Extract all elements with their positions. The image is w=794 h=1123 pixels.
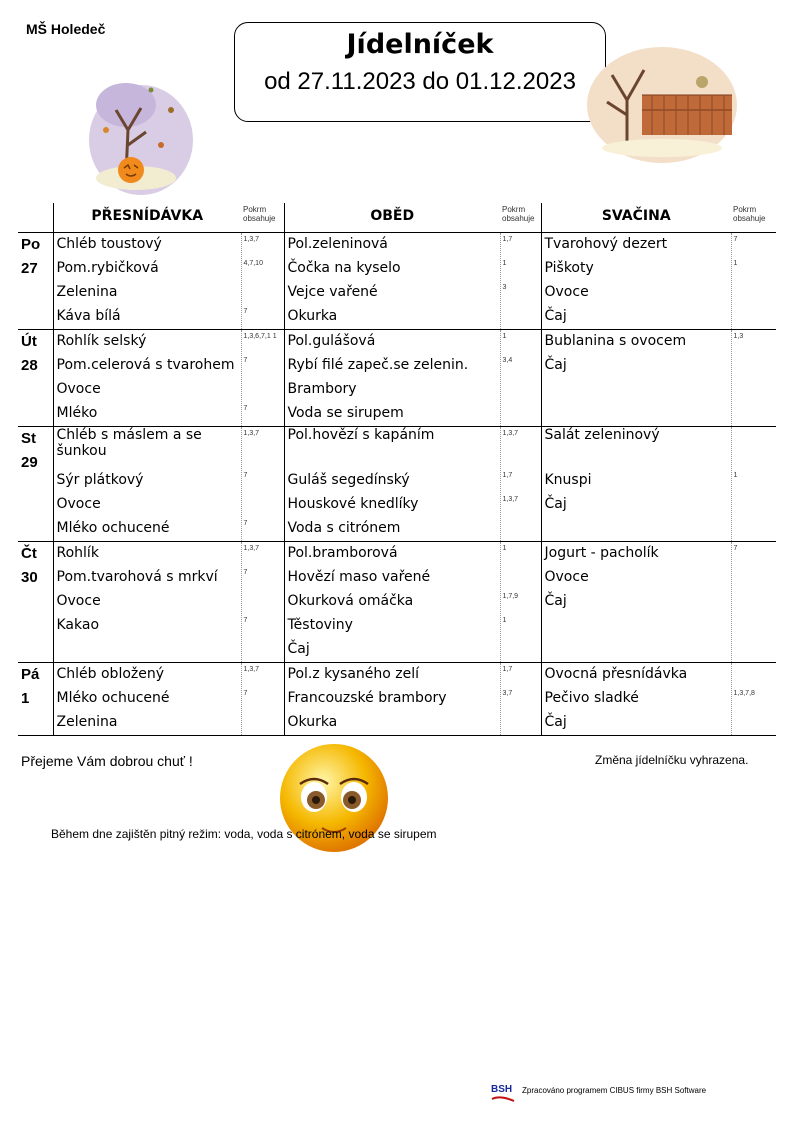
allergen-codes: 7 xyxy=(733,236,738,243)
meal-item: Pol.zeleninová xyxy=(287,236,388,252)
meal-snack-cell xyxy=(541,542,731,663)
allergen-codes xyxy=(503,638,541,662)
allergen-codes xyxy=(734,281,777,305)
meal-item: Čočka na kyselo xyxy=(287,260,401,276)
meal-item: Zelenina xyxy=(56,284,118,300)
allergen-codes xyxy=(503,566,541,590)
day-number: 28 xyxy=(21,357,38,374)
allergen-codes: 1,3,7 xyxy=(243,545,260,552)
allergen-codes: 1,3 xyxy=(733,333,744,340)
meal-lunch-cell xyxy=(284,663,500,736)
allergen-codes xyxy=(734,638,777,662)
allergen-header: Pokrm obsahuje xyxy=(241,203,284,233)
allergen-codes: 1,7 xyxy=(502,666,513,673)
allergens-snack-cell xyxy=(731,330,776,427)
meal-breakfast-cell xyxy=(53,427,241,542)
meal-breakfast-cell xyxy=(53,330,241,427)
meal-item xyxy=(545,638,731,662)
allergens-breakfast-cell xyxy=(241,330,284,427)
day-row xyxy=(18,233,776,330)
meal-item: Okurka xyxy=(287,308,338,324)
allergen-codes xyxy=(734,711,777,735)
meal-item: Mléko ochucené xyxy=(56,690,170,706)
meal-lunch-cell xyxy=(284,330,500,427)
allergen-header: Pokrm obsahuje xyxy=(731,203,776,233)
meal-breakfast-cell xyxy=(53,542,241,663)
meal-item: Pom.celerová s tvarohem xyxy=(56,357,235,373)
bsh-logo xyxy=(490,1082,518,1106)
meal-item: Čaj xyxy=(287,641,310,657)
allergen-codes: 7 xyxy=(243,357,248,364)
allergen-codes xyxy=(244,711,284,735)
period-label: od 27.11.2023 do 01.12.2023 xyxy=(264,68,576,95)
allergen-codes: 7 xyxy=(243,569,248,576)
allergen-codes xyxy=(244,281,284,305)
meal-item: Čaj xyxy=(544,714,567,730)
day-row xyxy=(18,427,776,542)
allergens-lunch-cell xyxy=(500,542,541,663)
allergen-codes xyxy=(503,378,541,402)
meal-item: Ovoce xyxy=(56,496,101,512)
meal-breakfast-cell xyxy=(53,663,241,736)
drink-regime-text: Během dne zajištěn pitný režim: voda, voda s citrónem, voda se sirupem xyxy=(51,827,437,841)
header-breakfast: PŘESNÍDÁVKA xyxy=(53,203,241,233)
allergens-breakfast-cell xyxy=(241,427,284,542)
meal-item: Chléb obložený xyxy=(56,666,165,682)
meal-item: Káva bílá xyxy=(56,308,121,324)
title-box xyxy=(234,22,606,122)
meal-item: Ovoce xyxy=(544,569,589,585)
meal-item: Kakao xyxy=(56,617,100,633)
autumn-tree-illustration xyxy=(86,70,196,196)
day-cell xyxy=(18,330,53,427)
allergen-codes: 7 xyxy=(243,520,248,527)
allergen-codes: 1,7,9 xyxy=(502,593,519,600)
allergen-codes xyxy=(734,493,777,517)
header-lunch: OBĚD xyxy=(284,203,500,233)
meal-item: Hovězí maso vařené xyxy=(287,569,431,585)
meal-item xyxy=(545,517,731,541)
meal-item: Pom.tvarohová s mrkví xyxy=(56,569,218,585)
day-number: 27 xyxy=(21,260,38,277)
meal-item xyxy=(545,378,731,402)
allergen-codes: 1,3,6,7,1 1 xyxy=(243,333,277,340)
allergen-codes xyxy=(734,517,777,541)
allergen-codes: 1,3,7 xyxy=(243,430,260,437)
allergen-codes: 1,7 xyxy=(502,472,513,479)
meal-item: Rybí filé zapeč.se zelenin. xyxy=(287,357,469,373)
allergen-codes xyxy=(734,402,777,426)
allergen-codes: 1,3,7 xyxy=(243,666,260,673)
day-name: Čt xyxy=(21,545,37,562)
meal-snack-cell xyxy=(541,233,731,330)
meal-item: Francouzské brambory xyxy=(287,690,447,706)
day-number: 29 xyxy=(21,454,38,471)
meal-lunch-cell xyxy=(284,542,500,663)
allergens-breakfast-cell xyxy=(241,663,284,736)
allergens-snack-cell xyxy=(731,233,776,330)
allergen-codes: 1,7 xyxy=(502,236,513,243)
meal-lunch-cell xyxy=(284,233,500,330)
allergens-snack-cell xyxy=(731,663,776,736)
svg-text:BSH: BSH xyxy=(491,1084,513,1095)
allergen-codes: 7 xyxy=(243,617,248,624)
allergens-snack-cell xyxy=(731,427,776,542)
meal-item: Knuspi xyxy=(544,472,592,488)
meal-item: Vejce vařené xyxy=(287,284,378,300)
meal-item: Bublanina s ovocem xyxy=(544,333,687,349)
allergen-codes: 1,3,7 xyxy=(243,236,260,243)
meal-item: Piškoty xyxy=(544,260,594,276)
meal-item: Pom.rybičková xyxy=(56,260,159,276)
software-credit: Zpracováno programem CIBUS firmy BSH Software xyxy=(522,1086,707,1095)
meal-item: Chléb s máslem a se šunkou xyxy=(56,427,202,459)
meal-item: Tvarohový dezert xyxy=(544,236,668,252)
meal-item: Čaj xyxy=(544,593,567,609)
meal-item: Čaj xyxy=(544,308,567,324)
day-row xyxy=(18,542,776,663)
allergen-codes: 1 xyxy=(502,260,507,267)
meal-item: Voda se sirupem xyxy=(287,405,404,421)
day-cell xyxy=(18,663,53,736)
allergen-codes: 1 xyxy=(502,617,507,624)
allergen-codes: 7 xyxy=(243,405,248,412)
allergen-codes: 3,4 xyxy=(502,357,513,364)
meal-item: Pečivo sladké xyxy=(544,690,639,706)
meal-item: Houskové knedlíky xyxy=(287,496,419,512)
allergen-codes xyxy=(734,427,777,469)
meal-item xyxy=(545,402,731,426)
allergen-codes: 7 xyxy=(243,308,248,315)
allergens-lunch-cell xyxy=(500,233,541,330)
meal-item: Rohlík xyxy=(56,545,99,561)
meal-snack-cell xyxy=(541,663,731,736)
meal-item: Rohlík selský xyxy=(56,333,147,349)
meal-item: Ovoce xyxy=(56,593,101,609)
meal-item xyxy=(545,614,731,638)
allergen-codes: 3,7 xyxy=(502,690,513,697)
day-cell xyxy=(18,233,53,330)
allergens-lunch-cell xyxy=(500,427,541,542)
allergen-header: Pokrm obsahuje xyxy=(500,203,541,233)
meal-item: Mléko ochucené xyxy=(56,520,170,536)
allergen-codes: 1 xyxy=(502,333,507,340)
meal-item: Okurka xyxy=(287,714,338,730)
menu-header-row xyxy=(18,203,776,233)
meal-item: Ovocná přesnídávka xyxy=(544,666,688,682)
allergen-codes xyxy=(734,566,777,590)
day-cell xyxy=(18,542,53,663)
day-number: 1 xyxy=(21,690,30,707)
allergen-codes xyxy=(734,305,777,329)
allergen-codes xyxy=(503,305,541,329)
day-row xyxy=(18,663,776,736)
day-number: 30 xyxy=(21,569,38,586)
meal-item: Těstoviny xyxy=(287,617,353,633)
meal-item: Salát zeleninový xyxy=(544,427,660,443)
meal-item: Pol.bramborová xyxy=(287,545,398,561)
meal-item: Okurková omáčka xyxy=(287,593,414,609)
meal-lunch-cell xyxy=(284,427,500,542)
allergens-snack-cell xyxy=(731,542,776,663)
allergen-codes: 1,3,7,8 xyxy=(733,690,755,697)
allergen-codes xyxy=(503,402,541,426)
allergens-breakfast-cell xyxy=(241,542,284,663)
meal-item: Ovoce xyxy=(544,284,589,300)
disclaimer-text: Změna jídelníčku vyhrazena. xyxy=(595,753,749,767)
school-name: MŠ Holedeč xyxy=(26,21,106,37)
day-name: Pá xyxy=(21,666,40,683)
day-row xyxy=(18,330,776,427)
allergen-codes: 3 xyxy=(502,284,507,291)
allergen-codes xyxy=(503,517,541,541)
meal-item: Guláš segedínský xyxy=(287,472,410,488)
allergen-codes: 7 xyxy=(243,472,248,479)
allergen-codes: 1 xyxy=(733,472,738,479)
allergen-codes: 1 xyxy=(733,260,738,267)
meal-item: Zelenina xyxy=(56,714,118,730)
wish-text: Přejeme Vám dobrou chuť ! xyxy=(21,753,193,769)
meal-item: Jogurt - pacholík xyxy=(544,545,659,561)
meal-item: Brambory xyxy=(287,381,357,397)
meal-snack-cell xyxy=(541,330,731,427)
autumn-fence-illustration xyxy=(582,40,738,166)
meal-item: Čaj xyxy=(544,496,567,512)
meal-item: Chléb toustový xyxy=(56,236,162,252)
day-name: Út xyxy=(21,333,37,350)
allergen-codes xyxy=(734,354,777,378)
allergens-lunch-cell xyxy=(500,663,541,736)
allergen-codes xyxy=(244,493,284,517)
allergen-codes xyxy=(734,663,777,687)
meal-item: Pol.hovězí s kapáním xyxy=(287,427,435,443)
allergen-codes xyxy=(244,378,284,402)
meal-item: Ovoce xyxy=(56,381,101,397)
allergens-lunch-cell xyxy=(500,330,541,427)
meal-item: Čaj xyxy=(544,357,567,373)
allergen-codes xyxy=(734,378,777,402)
allergen-codes xyxy=(244,638,284,662)
meal-item xyxy=(57,638,241,662)
allergen-codes xyxy=(503,711,541,735)
meal-item: Voda s citrónem xyxy=(287,520,401,536)
allergen-codes: 1,3,7 xyxy=(502,496,519,503)
page-title: Jídelníček xyxy=(346,29,494,60)
header-snack: SVAČINA xyxy=(541,203,731,233)
allergens-breakfast-cell xyxy=(241,233,284,330)
day-name: Po xyxy=(21,236,41,253)
meal-item: Sýr plátkový xyxy=(56,472,144,488)
allergen-codes: 4,7,10 xyxy=(243,260,263,267)
menu-table xyxy=(18,203,776,736)
allergen-codes xyxy=(734,590,777,614)
meal-item: Mléko xyxy=(56,405,98,421)
allergen-codes: 1,3,7 xyxy=(502,430,519,437)
allergen-codes: 1 xyxy=(502,545,507,552)
allergen-codes: 7 xyxy=(243,690,248,697)
meal-item: Pol.z kysaného zelí xyxy=(287,666,420,682)
meal-item: Pol.gulášová xyxy=(287,333,376,349)
allergen-codes xyxy=(244,590,284,614)
allergen-codes: 7 xyxy=(733,545,738,552)
allergen-codes xyxy=(734,614,777,638)
meal-snack-cell xyxy=(541,427,731,542)
day-cell xyxy=(18,427,53,542)
day-name: St xyxy=(21,430,36,447)
meal-breakfast-cell xyxy=(53,233,241,330)
